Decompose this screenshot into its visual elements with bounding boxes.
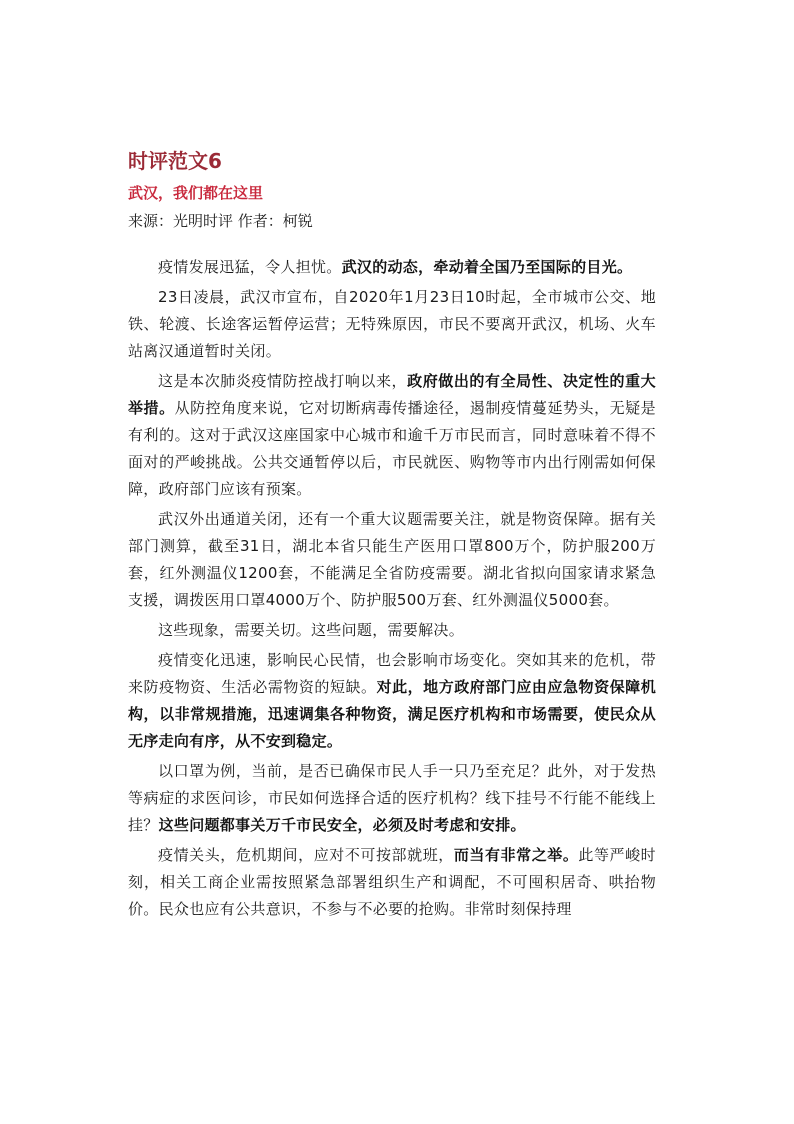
paragraph-text: 疫情发展迅猛，令人担忧。	[158, 258, 342, 276]
paragraph-text: 这些现象，需要关切。这些问题，需要解决。	[158, 621, 465, 639]
document-subtitle: 武汉，我们都在这里	[128, 184, 264, 202]
body-paragraph	[128, 842, 656, 923]
emphasized-text: 武汉的动态，牵动着全国乃至国际的目光。	[341, 258, 633, 276]
emphasized-text: 而当有非常之举。	[453, 846, 579, 864]
paragraph-text: 这是本次肺炎疫情防控战打响以来，	[158, 372, 408, 390]
paragraph-text: 以口罩为例，当前，是否已确保市民人手一只乃至充足？此外，对于发热等病症的求医问诊，市民如何选择合适的医疗机构？线下挂号不行能不能线上挂？	[128, 762, 656, 834]
body-paragraph	[128, 647, 656, 755]
emphasized-text: 政府做出的有全局性、决定性的重大举措。	[128, 372, 656, 417]
paragraph-text: 疫情变化迅速，影响民心民情，也会影响市场变化。突如其来的危机，带来防疫物资、生活必需物资的短缺。	[128, 651, 656, 696]
body-paragraph	[128, 758, 656, 839]
paragraph-text: 疫情关头，危机期间，应对不可按部就班，	[158, 846, 454, 864]
paragraph-text: 武汉外出通道关闭，还有一个重大议题需要关注，就是物资保障。据有关部门测算，截至31日，湖北本省只能生产医用口罩800万个，防护服200万套，红外测温仪1200套，不能满足全省防疫需要。湖北省拟向国家请求紧急支援，调拨医用口罩4000万个、防护服500万套、红外测温仪5000套。	[128, 510, 656, 609]
emphasized-text: 这些问题都事关万千市民安全，必须及时考虑和安排。	[158, 816, 526, 834]
paragraph-text: 从防控角度来说，它对切断病毒传播途径，遏制疫情蔓延势头，无疑是有利的。这对于武汉这座国家中心城市和逾千万市民而言，同时意味着不得不面对的严峻挑战。公共交通暂停以后，市民就医、购物等市内出行刚需如何保障，政府部门应该有预案。	[128, 399, 656, 498]
document-page	[128, 146, 656, 926]
document-title: 时评范文6	[128, 149, 222, 173]
document-body	[128, 254, 656, 923]
body-paragraph	[128, 617, 656, 644]
body-paragraph	[128, 284, 656, 365]
document-source-author: 来源：光明时评 作者：柯锐	[128, 212, 313, 230]
body-paragraph	[128, 368, 656, 503]
paragraph-text: 23日凌晨，武汉市宣布，自2020年1月23日10时起，全市城市公交、地铁、轮渡、长途客运暂停运营；无特殊原因，市民不要离开武汉，机场、火车站离汉通道暂时关闭。	[128, 288, 656, 360]
body-paragraph	[128, 254, 656, 281]
body-paragraph	[128, 506, 656, 614]
emphasized-text: 对此，地方政府部门应由应急物资保障机构，以非常规措施，迅速调集各种物资，满足医疗机构和市场需要，使民众从无序走向有序，从不安到稳定。	[128, 678, 656, 750]
paragraph-text: 此等严峻时刻，相关工商企业需按照紧急部署组织生产和调配，不可囤积居奇、哄抬物价。民众也应有公共意识，不参与不必要的抢购。非常时刻保持理	[128, 846, 656, 918]
